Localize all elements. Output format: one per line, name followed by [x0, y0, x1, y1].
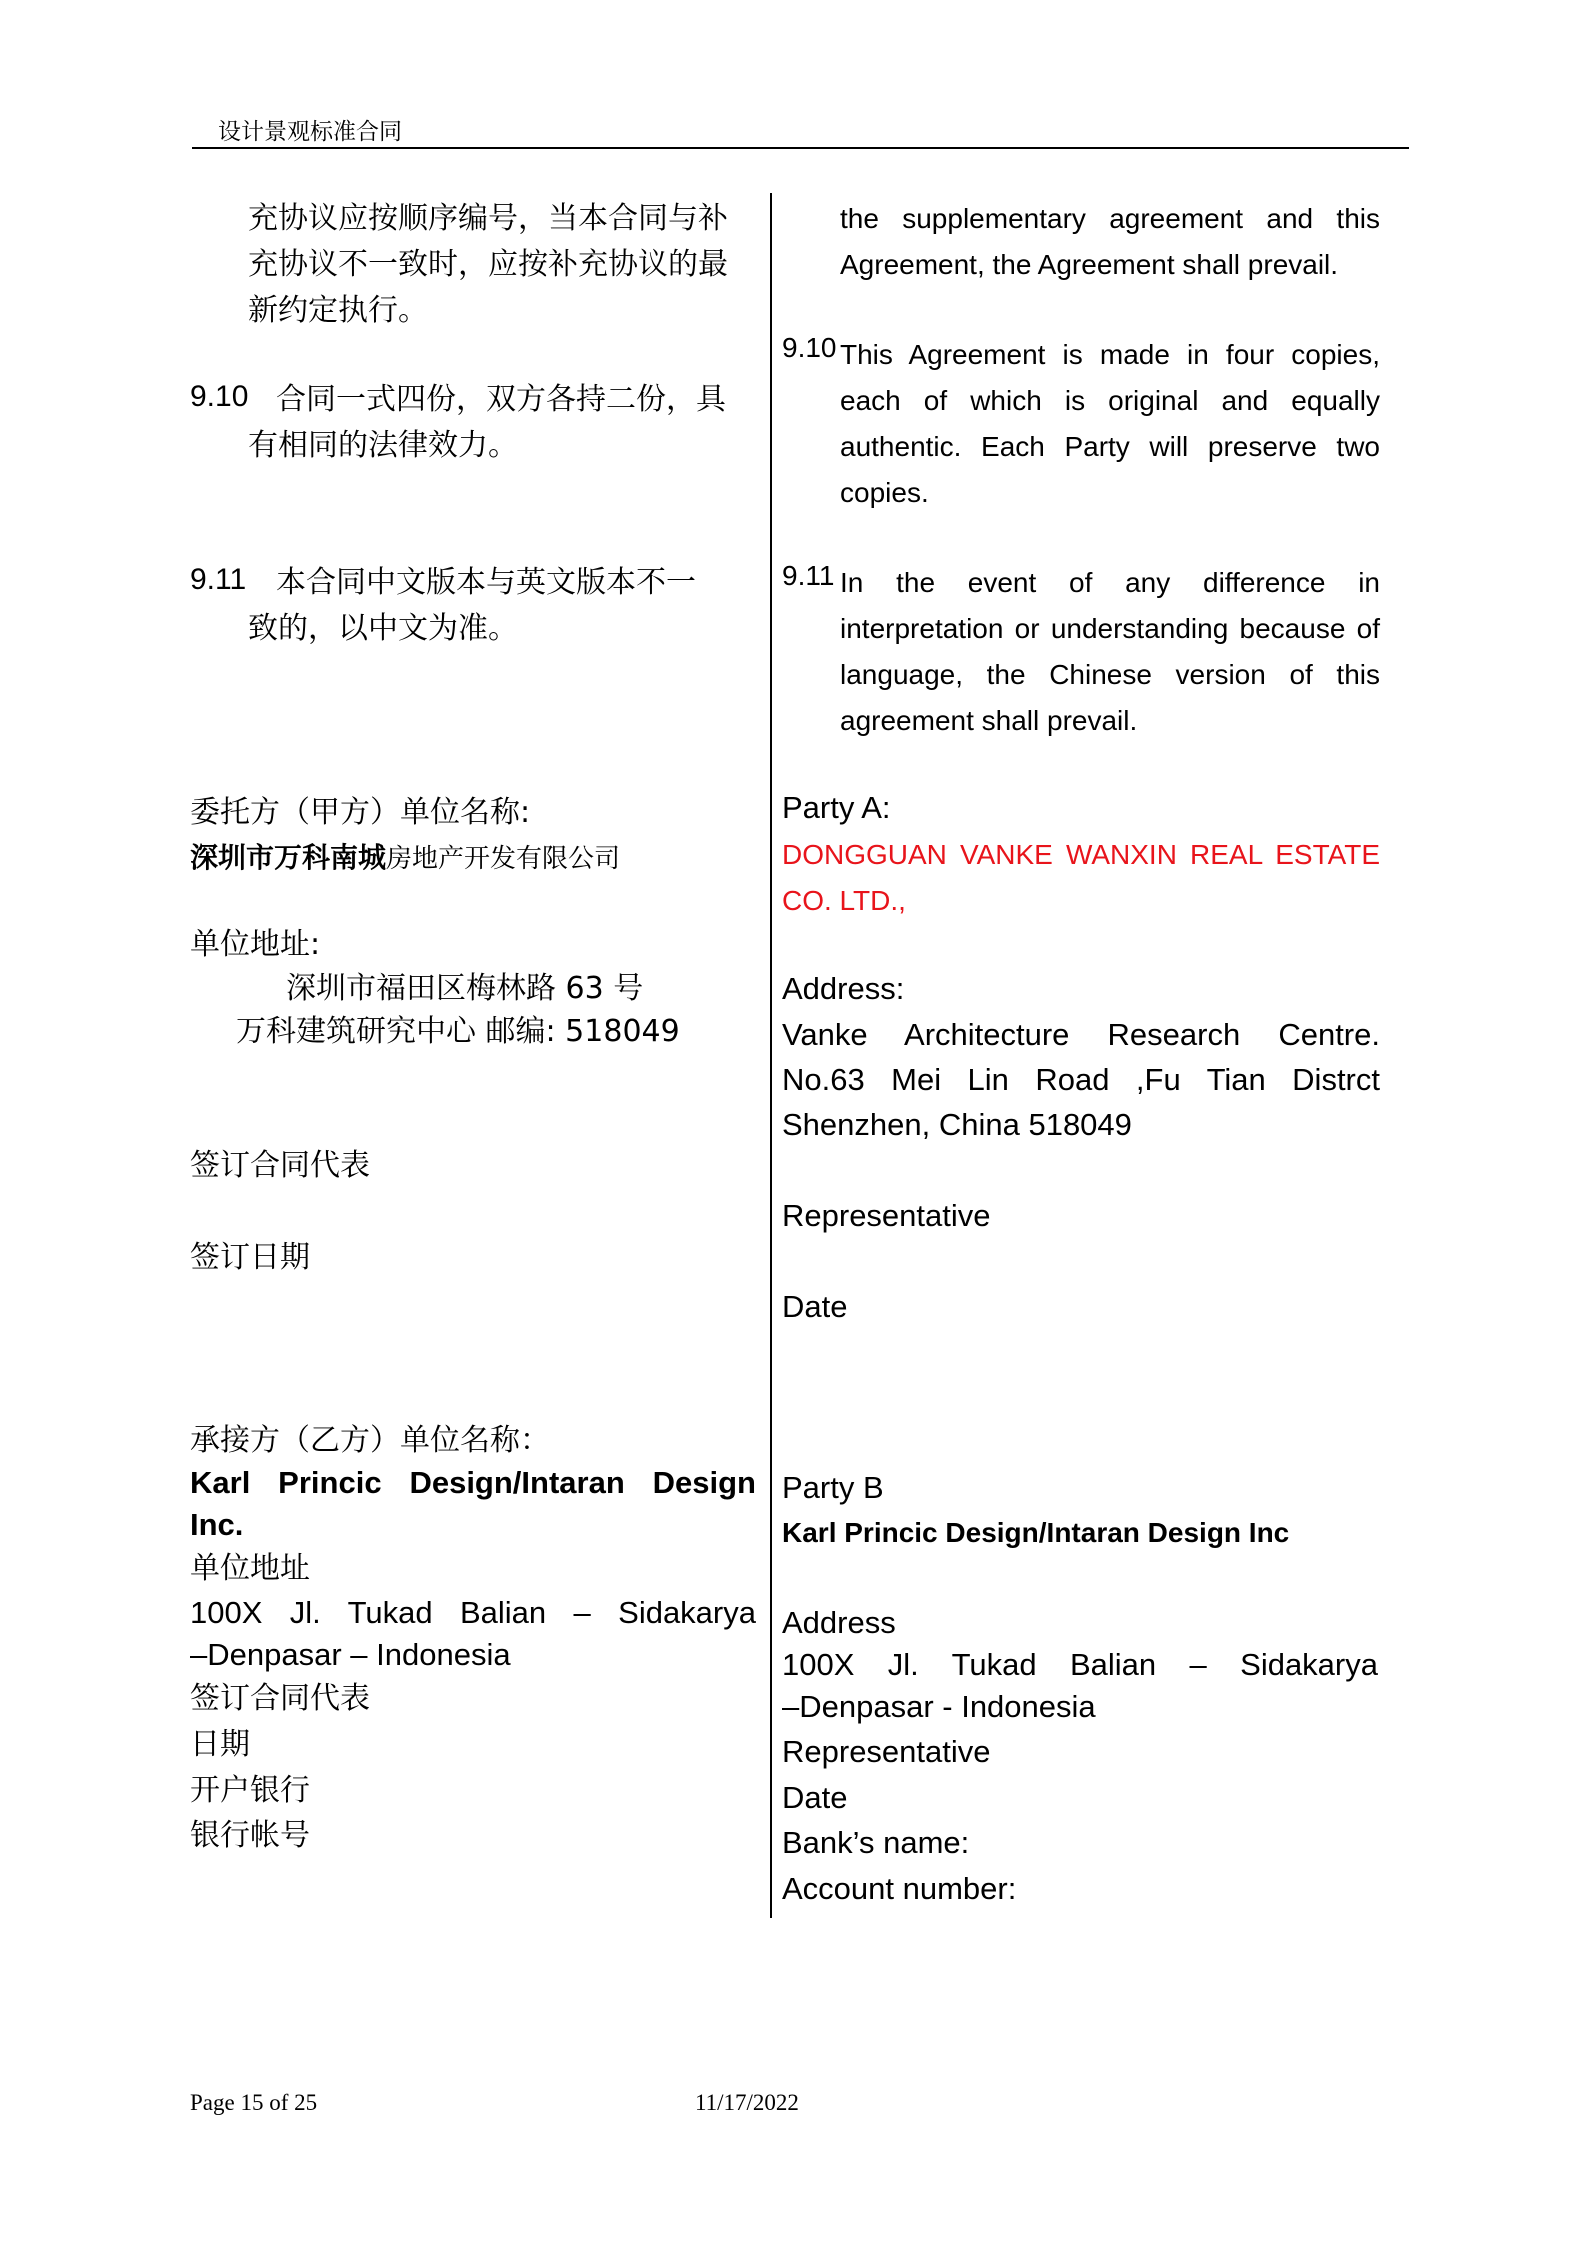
text-line: interpretation or understanding because of [840, 613, 1380, 644]
clause-9-9-continuation-en [840, 196, 1380, 288]
address-line-zh: 万科建筑研究中心 邮编: 518049 [236, 1014, 680, 1049]
party-a-name-en: CO. LTD., [782, 885, 906, 916]
text-line: This Agreement is made in four copies, [840, 339, 1380, 370]
clause-9-10-en [840, 332, 1380, 516]
address-line-zh: 深圳市福田区梅林路 63 号 [286, 971, 644, 1006]
text-line: 致的，以中文为准。 [248, 611, 518, 646]
party-a-name-zh [190, 836, 620, 876]
column-divider [770, 193, 772, 1918]
party-b-representative-zh: 签订合同代表 [190, 1681, 370, 1716]
text-line: copies. [840, 477, 929, 508]
text-line: 充协议不一致时，应按补充协议的最 [248, 247, 728, 282]
address-label-zh: 单位地址: [190, 927, 321, 962]
representative-label-zh: 签订合同代表 [190, 1148, 370, 1183]
clause-9-11-en [840, 560, 1380, 744]
representative-label-en: Representative [782, 1198, 991, 1233]
account-label-zh: 银行帐号 [190, 1818, 310, 1853]
text-line: 本合同中文版本与英文版本不一 [276, 565, 696, 600]
text-line: the supplementary agreement and this [840, 203, 1380, 234]
text-line: agreement shall prevail. [840, 705, 1138, 736]
address-line-en: Shenzhen, China 518049 [782, 1107, 1132, 1142]
clause-number: 9.10 [190, 380, 249, 413]
footer-date: 11/17/2022 [695, 2090, 799, 2115]
sign-date-label-zh: 签订日期 [190, 1240, 310, 1275]
party-a-label-en: Party A: [782, 790, 891, 825]
clause-number: 9.11 [782, 560, 835, 591]
party-b-name: Inc. [190, 1507, 244, 1542]
account-label-en: Account number: [782, 1871, 1017, 1906]
party-b-label-zh: 承接方（乙方）单位名称： [190, 1423, 550, 1458]
party-b-date-en: Date [782, 1780, 848, 1815]
party-b-date-zh: 日期 [190, 1727, 250, 1762]
text-line: 合同一式四份，双方各持二份，具 [276, 382, 726, 417]
party-b-address-line: –Denpasar – Indonesia [190, 1637, 511, 1672]
text-line: 新约定执行。 [248, 293, 428, 328]
text-line: language, the Chinese version of this [840, 659, 1380, 690]
text-line: authentic. Each Party will preserve two [840, 431, 1380, 462]
text-line: Agreement, the Agreement shall prevail. [840, 249, 1339, 280]
clause-9-10-zh [276, 377, 758, 423]
party-b-address-line: 100X Jl. Tukad Balian – Sidakarya [190, 1595, 756, 1630]
clause-9-10-zh-cont [248, 423, 758, 469]
header-rule [192, 147, 1409, 149]
party-b-representative-en: Representative [782, 1734, 991, 1769]
party-b-name: Karl Princic Design/Intaran Design [190, 1465, 756, 1500]
party-b-address-label-en: Address [782, 1605, 896, 1640]
party-a-name-en: DONGGUAN VANKE WANXIN REAL ESTATE [782, 839, 1380, 870]
text-line: 充协议应按顺序编号，当本合同与补 [248, 201, 728, 236]
clause-9-11-zh-cont [248, 606, 758, 652]
address-line-en: Vanke Architecture Research Centre. [782, 1017, 1380, 1052]
party-b-address-line-en: 100X Jl. Tukad Balian – Sidakarya [782, 1647, 1378, 1682]
bank-label-zh: 开户银行 [190, 1773, 310, 1808]
clause-9-11-zh [276, 560, 758, 606]
party-a-name-rest: 房地产开发有限公司 [386, 844, 621, 874]
text-line: each of which is original and equally [840, 385, 1380, 416]
party-a-name-bold: 深圳市万科南城 [190, 841, 387, 874]
bank-label-en: Bank’s name: [782, 1825, 970, 1860]
party-b-name-en: Karl Princic Design/Intaran Design Inc [782, 1517, 1290, 1548]
party-b-address-line-en: –Denpasar - Indonesia [782, 1689, 1096, 1724]
page-number: Page 15 of 25 [190, 2090, 318, 2115]
header-title: 设计景观标准合同 [218, 119, 402, 145]
address-label-en: Address: [782, 971, 905, 1006]
party-a-label-zh: 委托方（甲方）单位名称: [190, 795, 531, 830]
address-line-en: No.63 Mei Lin Road ,Fu Tian Distrct [782, 1062, 1380, 1097]
text-line: In the event of any difference in [840, 567, 1380, 598]
clause-9-9-continuation-zh [248, 196, 758, 334]
clause-number: 9.10 [782, 332, 837, 363]
clause-number: 9.11 [190, 563, 247, 596]
text-line: 有相同的法律效力。 [248, 428, 518, 463]
date-label-en: Date [782, 1289, 848, 1324]
party-b-address-label-zh: 单位地址 [190, 1551, 310, 1586]
party-b-label-en: Party B [782, 1470, 884, 1505]
